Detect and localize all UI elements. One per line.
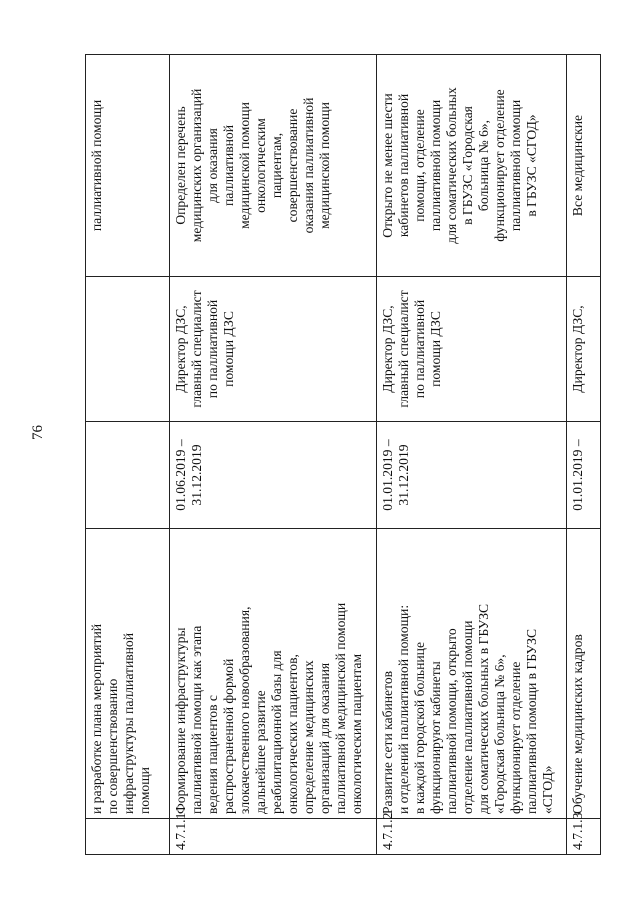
period	[86, 422, 170, 529]
task-description: Формирование инфраструктуры паллиативной помощи как этапа ведения пациентов с распространенной формой злокачественного новообразования, дальнейшее развитие реабилитационной базы для онкологических пациентов, определение медицинских организаций для оказания паллиативной медицинской помощи онкологическим пациентам	[170, 529, 377, 819]
item-number	[86, 819, 170, 855]
responsible: Директор ДЗС, главный специалист по паллиативной помощи ДЗС	[377, 277, 567, 422]
table-row	[170, 55, 377, 855]
task-description: и разработке плана мероприятий по совершенствованию инфраструктуры паллиативной помощи	[86, 529, 170, 819]
page-number: 76	[30, 425, 46, 440]
plan-table	[85, 54, 601, 855]
item-number: 4.7.1.2	[377, 819, 567, 855]
table-row	[86, 55, 170, 855]
responsible: Директор ДЗС, главный специалист по паллиативной помощи ДЗС	[170, 277, 377, 422]
task-description: Обучение медицинских кадров	[567, 529, 601, 819]
item-number: 4.7.1.1	[170, 819, 377, 855]
result: паллиативной помощи	[86, 55, 170, 277]
responsible: Директор ДЗС,	[567, 277, 601, 422]
result: Открыто не менее шести кабинетов паллиативной помощи, отделение паллиативной помощи для соматических больных в ГБУЗС «Городская больница № 6», функционирует отделение паллиативной помощи в ГБУЗС «СГОД»	[377, 55, 567, 277]
table-row	[377, 55, 567, 855]
task-description: Развитие сети кабинетов и отделений паллиативной помощи: в каждой городской больнице функционируют кабинеты паллиативной помощи, открыто отделение паллиативной помощи для соматических больных в ГБУЗС «Городская больница № 6», функционирует отделение паллиативной помощи в ГБУЗС «СГОД»	[377, 529, 567, 819]
rotated-table-container	[85, 55, 600, 855]
result: Определен перечень медицинских организаций для оказания паллиативной медицинской помощи онкологическим пациентам, совершенствование оказания паллиативной медицинской помощи	[170, 55, 377, 277]
period: 01.01.2019 –	[567, 422, 601, 529]
responsible	[86, 277, 170, 422]
result: Все медицинские	[567, 55, 601, 277]
period: 01.01.2019 – 31.12.2019	[377, 422, 567, 529]
item-number: 4.7.1.3	[567, 819, 601, 855]
period: 01.06.2019 – 31.12.2019	[170, 422, 377, 529]
table-row	[567, 55, 601, 855]
